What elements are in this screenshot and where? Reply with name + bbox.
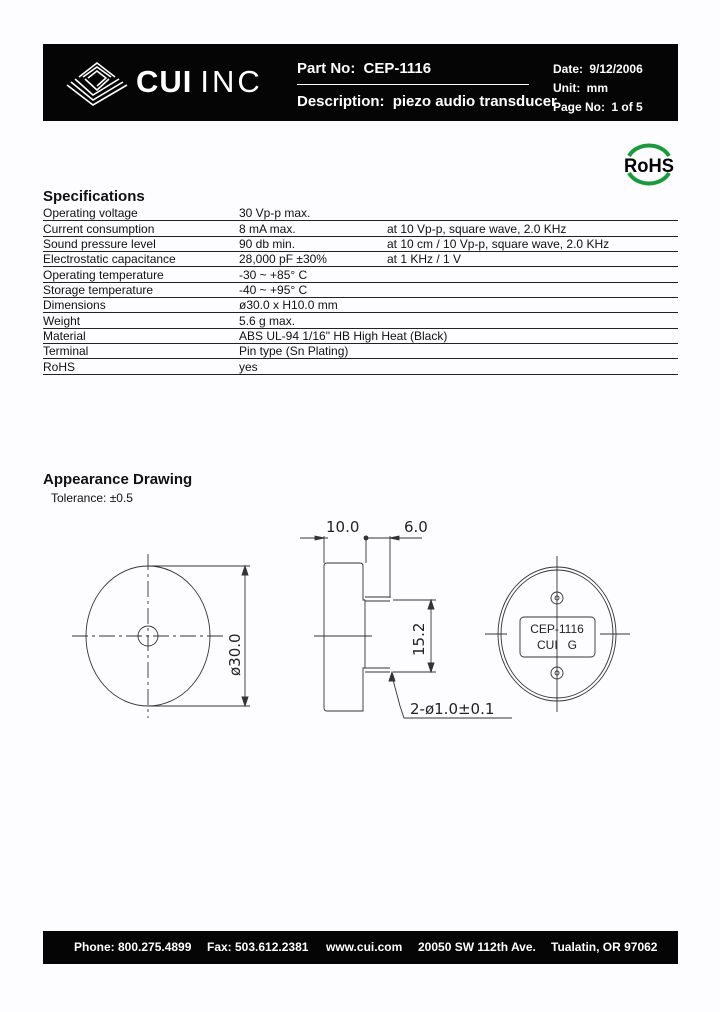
- spec-row: [43, 206, 678, 221]
- spec-row: [43, 298, 678, 313]
- spec-name: Weight: [43, 313, 81, 328]
- spec-condition: at 1 KHz / 1 V: [387, 252, 462, 267]
- label-line-2: CUI G: [536, 638, 578, 652]
- spec-name: Storage temperature: [43, 283, 154, 298]
- date-value: 9/12/2006: [589, 62, 643, 76]
- footer-phone: Phone: 800.275.4899: [74, 940, 192, 954]
- part-divider: [297, 84, 529, 85]
- rohs-compliance-icon: [620, 140, 678, 188]
- spec-value: -40 ~ +95° C: [239, 283, 308, 298]
- appearance-title: Appearance Drawing: [43, 471, 193, 488]
- page-line: [553, 98, 643, 117]
- doc-meta: [553, 60, 643, 117]
- spec-condition: at 10 cm / 10 Vp-p, square wave, 2.0 KHz: [387, 237, 610, 252]
- dim-height: 10.0: [326, 518, 360, 536]
- spec-value: yes: [239, 359, 258, 374]
- appearance-drawing: [60, 510, 660, 740]
- spec-row: [43, 252, 678, 267]
- page-label: Page No:: [553, 100, 606, 114]
- spec-name: Electrostatic capacitance: [43, 252, 176, 267]
- logo-light-text: INC: [200, 64, 263, 99]
- header-bar: [43, 44, 678, 121]
- rohs-text: RoHS: [624, 156, 674, 177]
- spec-value: 30 Vp-p max.: [239, 206, 311, 221]
- part-no-label: Part No:: [297, 60, 356, 77]
- unit-value: mm: [586, 81, 609, 95]
- dim-pin-diameter: 2-ø1.0±0.1: [410, 700, 495, 718]
- logo-text: [136, 64, 263, 100]
- footer-city: Tualatin, OR 97062: [551, 940, 658, 954]
- description-label: Description:: [297, 93, 385, 110]
- part-number: [297, 58, 529, 80]
- spec-value: 8 mA max.: [239, 221, 296, 236]
- description: [297, 92, 557, 112]
- dim-pin-spacing: 15.2: [410, 622, 428, 656]
- unit-label: Unit:: [553, 81, 581, 95]
- spec-value: Pin type (Sn Plating): [239, 344, 349, 359]
- spec-row: [43, 283, 678, 298]
- label-line-1: CEP-1116: [530, 622, 584, 636]
- footer-address: 20050 SW 112th Ave.: [418, 940, 536, 954]
- spec-row: [43, 313, 678, 328]
- description-value: piezo audio transducer: [392, 93, 557, 110]
- spec-row: [43, 221, 678, 236]
- dim-diameter: ø30.0: [226, 633, 244, 676]
- footer-fax: Fax: 503.612.2381: [207, 940, 309, 954]
- spec-row: [43, 329, 678, 344]
- rohs-badge: [620, 140, 678, 188]
- page-value: 1 of 5: [611, 100, 643, 114]
- spec-name: Terminal: [43, 344, 89, 359]
- spec-condition: at 10 Vp-p, square wave, 2.0 KHz: [387, 221, 567, 236]
- specifications-table: [43, 206, 678, 375]
- spec-name: Dimensions: [43, 298, 106, 313]
- spec-row: [43, 359, 678, 374]
- tolerance-note: Tolerance: ±0.5: [51, 491, 133, 505]
- spec-value: -30 ~ +85° C: [239, 267, 308, 282]
- cui-diamond-logo-icon: [61, 57, 133, 107]
- footer-website[interactable]: www.cui.com: [326, 940, 403, 954]
- side-view-body: [324, 563, 365, 711]
- dim-pin-length: 6.0: [404, 518, 428, 536]
- part-no-value: CEP-1116: [363, 60, 432, 77]
- logo-bold-text: CUI: [136, 64, 193, 99]
- spec-value: 28,000 pF ±30%: [239, 252, 327, 267]
- spec-name: Current consumption: [43, 221, 155, 236]
- spec-name: Operating voltage: [43, 206, 138, 221]
- date-label: Date:: [553, 62, 584, 76]
- specifications-title: Specifications: [43, 188, 145, 205]
- spec-row: [43, 267, 678, 282]
- spec-name: RoHS: [43, 359, 76, 374]
- spec-row: [43, 344, 678, 359]
- spec-value: 90 db min.: [239, 237, 296, 252]
- company-logo: [61, 57, 271, 107]
- spec-name: Material: [43, 329, 86, 344]
- unit-line: [553, 79, 643, 98]
- spec-value: ø30.0 x H10.0 mm: [239, 298, 338, 313]
- spec-name: Sound pressure level: [43, 237, 156, 252]
- spec-row: [43, 237, 678, 252]
- date-line: [553, 60, 643, 79]
- spec-name: Operating temperature: [43, 267, 164, 282]
- spec-value: ABS UL-94 1/16" HB High Heat (Black): [239, 329, 448, 344]
- footer-bar: [43, 931, 678, 964]
- part-info: [297, 58, 557, 112]
- spec-value: 5.6 g max.: [239, 313, 296, 328]
